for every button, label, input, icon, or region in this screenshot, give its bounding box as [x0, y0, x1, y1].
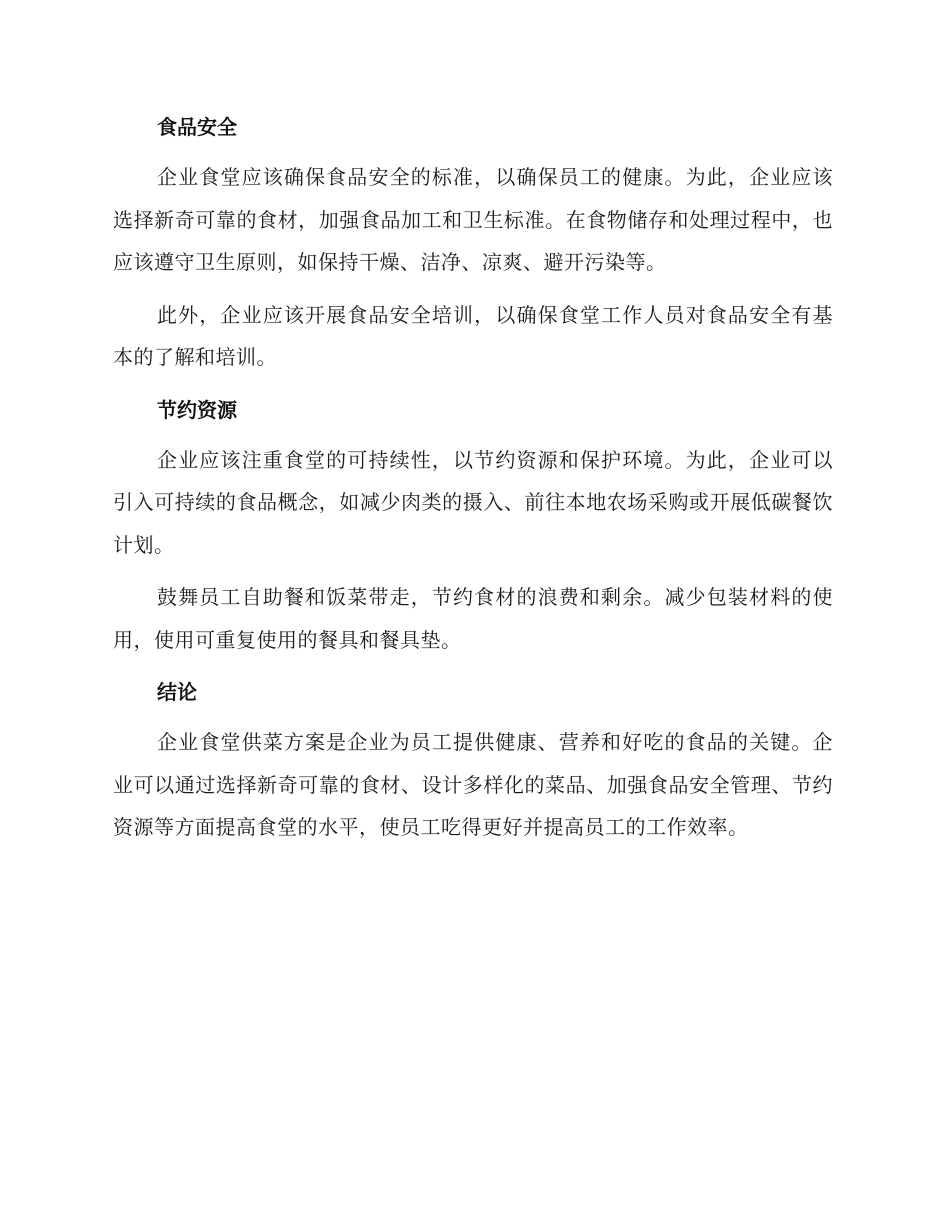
paragraph: 此外，企业应该开展食品安全培训，以确保食堂工作人员对食品安全有基本的了解和培训。 — [113, 302, 833, 369]
section-heading: 结论 — [157, 680, 197, 704]
document-body — [113, 108, 833, 859]
paragraph: 企业应该注重食堂的可持续性，以节约资源和保护环境。为此，企业可以引入可持续的食品概念，如减少肉类的摄入、前往本地农场采购或开展低碳餐饮计划。 — [113, 447, 833, 557]
section-heading: 食品安全 — [157, 115, 237, 139]
paragraph: 企业食堂应该确保食品安全的标准，以确保员工的健康。为此，企业应该选择新奇可靠的食材，加强食品加工和卫生标准。在食物储存和处理过程中，也应该遵守卫生原则，如保持干燥、洁净、凉爽、避开污染等。 — [113, 165, 833, 274]
section-food-safety — [113, 108, 833, 379]
section-conclusion — [113, 673, 833, 849]
section-save-resources — [113, 391, 833, 662]
paragraph: 企业食堂供菜方案是企业为员工提供健康、营养和好吃的食品的关键。企业可以通过选择新奇可靠的食材、设计多样化的菜品、加强食品安全管理、节约资源等方面提高食堂的水平，使员工吃得更好并提高员工的工作效率。 — [113, 730, 833, 839]
section-heading: 节约资源 — [157, 397, 237, 422]
paragraph: 鼓舞员工自助餐和饭菜带走，节约食材的浪费和剩余。减少包装材料的使用，使用可重复使用的餐具和餐具垫。 — [113, 585, 833, 652]
